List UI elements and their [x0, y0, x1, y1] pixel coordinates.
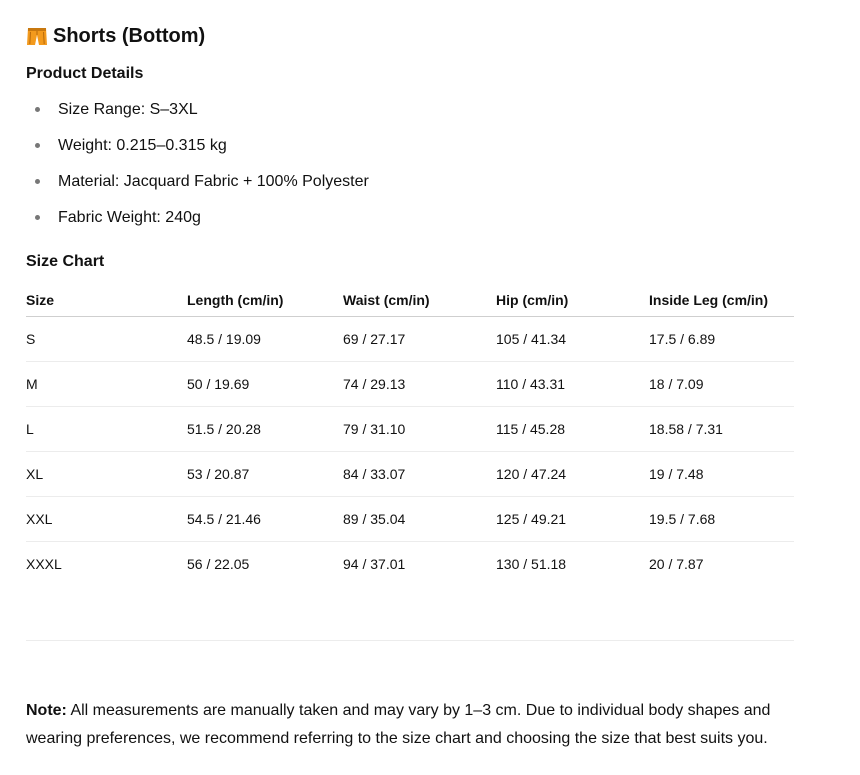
table-cell-inside-leg: 19 / 7.48	[649, 452, 794, 497]
bullet-icon	[35, 143, 40, 148]
measurement-note	[26, 697, 816, 753]
table-cell-size: M	[26, 362, 187, 407]
detail-item-material	[26, 166, 369, 202]
table-cell-size: L	[26, 407, 187, 452]
column-header-waist: Waist (cm/in)	[343, 283, 496, 317]
table-cell-hip: 125 / 49.21	[496, 497, 649, 542]
bullet-icon	[35, 107, 40, 112]
table-cell-size: XXL	[26, 497, 187, 542]
table-cell-waist: 89 / 35.04	[343, 497, 496, 542]
table-row	[26, 452, 794, 497]
table-cell-length: 54.5 / 21.46	[187, 497, 343, 542]
table-row	[26, 317, 794, 362]
bullet-icon	[35, 179, 40, 184]
table-row	[26, 362, 794, 407]
table-cell-size: XL	[26, 452, 187, 497]
detail-text: Size Range: S–3XL	[58, 101, 198, 118]
column-header-size: Size	[26, 283, 187, 317]
table-cell-inside-leg: 18 / 7.09	[649, 362, 794, 407]
column-header-length: Length (cm/in)	[187, 283, 343, 317]
product-details-heading: Product Details	[26, 65, 144, 82]
table-cell-hip: 120 / 47.24	[496, 452, 649, 497]
table-cell-hip: 110 / 43.31	[496, 362, 649, 407]
page-title-text: Shorts (Bottom)	[53, 25, 206, 47]
detail-text: Weight: 0.215–0.315 kg	[58, 137, 227, 154]
detail-item-size-range	[26, 94, 369, 130]
size-chart-heading: Size Chart	[26, 253, 105, 270]
table-cell-waist: 79 / 31.10	[343, 407, 496, 452]
table-cell-length: 51.5 / 20.28	[187, 407, 343, 452]
product-details-list	[26, 94, 369, 238]
table-row	[26, 542, 794, 587]
detail-text: Fabric Weight: 240g	[58, 209, 201, 226]
column-header-hip: Hip (cm/in)	[496, 283, 649, 317]
table-cell-inside-leg: 19.5 / 7.68	[649, 497, 794, 542]
table-cell-hip: 130 / 51.18	[496, 556, 567, 572]
table-cell-length: 50 / 19.69	[187, 362, 343, 407]
table-row	[26, 407, 794, 452]
detail-item-fabric-weight	[26, 202, 369, 238]
table-cell-inside-leg: 18.58 / 7.31	[649, 407, 794, 452]
table-cell-inside-leg: 20 / 7.87	[649, 556, 704, 572]
table-cell-waist: 69 / 27.17	[343, 317, 496, 362]
table-cell-hip: 105 / 41.34	[496, 317, 649, 362]
table-row	[26, 497, 794, 542]
table-header-row	[26, 283, 794, 317]
table-cell-waist: 84 / 33.07	[343, 452, 496, 497]
note-text: All measurements are manually taken and may vary by 1–3 cm. Due to individual body shapes and wearing preferences, we recommend referring to the size chart and choosing the size that best suits you.	[26, 702, 771, 747]
detail-text: Material: Jacquard Fabric + 100% Polyester	[58, 173, 369, 190]
table-cell-inside-leg: 17.5 / 6.89	[649, 317, 794, 362]
table-cell-length: 48.5 / 19.09	[187, 317, 343, 362]
size-chart-table	[26, 283, 794, 586]
column-header-inside-leg: Inside Leg (cm/in)	[649, 283, 794, 317]
page-title	[26, 22, 205, 50]
note-label: Note:	[26, 702, 67, 719]
table-cell-size: XXXL	[26, 556, 62, 572]
section-divider	[26, 640, 794, 641]
shorts-icon	[26, 25, 48, 47]
detail-item-weight	[26, 130, 369, 166]
table-cell-size: S	[26, 317, 187, 362]
table-cell-length: 56 / 22.05	[187, 556, 250, 572]
table-cell-length: 53 / 20.87	[187, 452, 343, 497]
table-cell-waist: 94 / 37.01	[343, 556, 406, 572]
table-cell-waist: 74 / 29.13	[343, 362, 496, 407]
bullet-icon	[35, 215, 40, 220]
table-cell-hip: 115 / 45.28	[496, 407, 649, 452]
